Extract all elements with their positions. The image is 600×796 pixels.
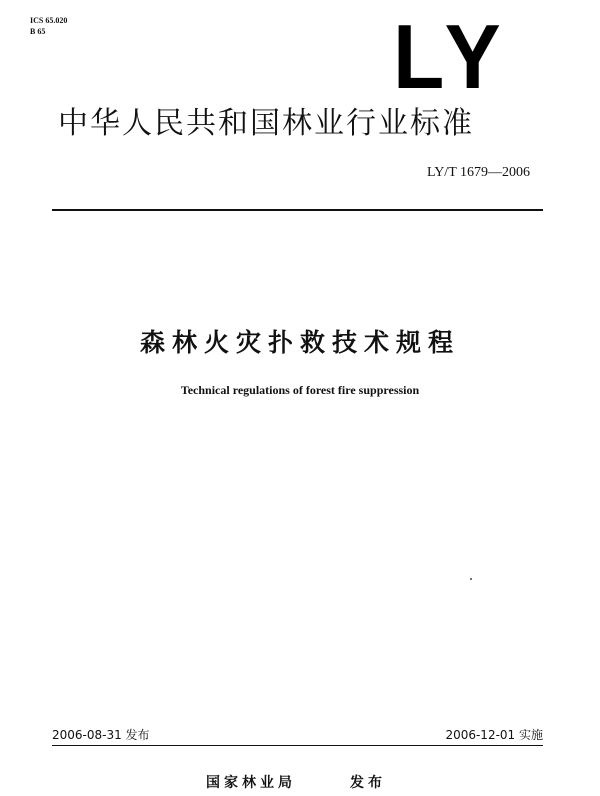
classification-code: B 65 <box>30 27 46 36</box>
bottom-divider <box>52 745 543 746</box>
document-title-english: Technical regulations of forest fire suppression <box>180 383 420 397</box>
document-title-chinese: 森林火灾扑救技术规程 <box>139 328 460 357</box>
issuing-action: 发布 <box>350 775 386 791</box>
implementation-date: 2006-12-01 实施 <box>445 728 543 742</box>
top-divider <box>52 209 543 211</box>
standard-number: LY/T 1679—2006 <box>427 165 530 180</box>
scan-speck <box>470 578 472 580</box>
issue-date: 2006-08-31 发布 <box>52 728 150 742</box>
ics-code: ICS 65.020 <box>30 16 68 25</box>
standard-org-title: 中华人民共和国林业行业标准 <box>58 106 474 141</box>
issuing-authority: 国家林业局 <box>206 775 296 791</box>
ly-logo: LY <box>393 6 509 108</box>
